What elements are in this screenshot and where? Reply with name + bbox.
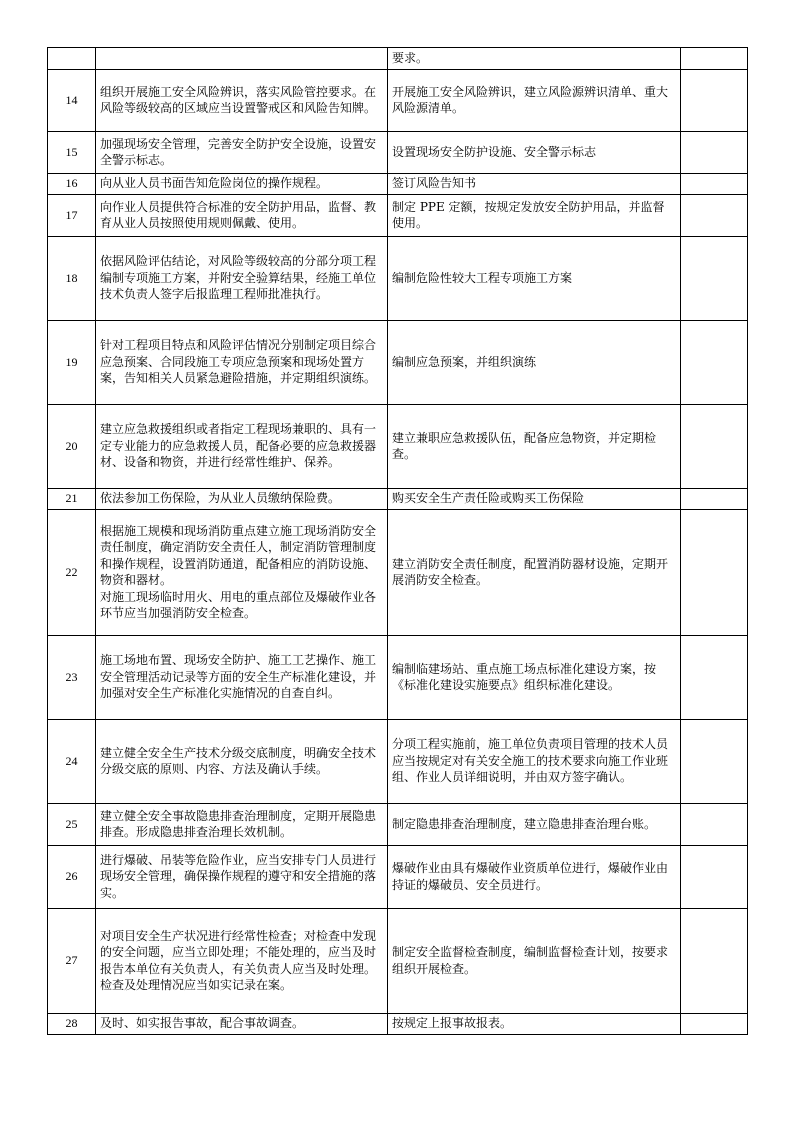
table-row [48,720,748,804]
measure-cell: 编制临建场站、重点施工场点标准化建设方案，按《标准化建设实施要点》组织标准化建设。 [388,636,681,720]
table-row [48,70,748,132]
measure-cell: 制定 PPE 定额，按规定发放安全防护用品，并监督使用。 [388,195,681,237]
measure-cell: 建立兼职应急救援队伍，配备应急物资，并定期检查。 [388,405,681,489]
requirement-cell: 组织开展施工安全风险辨识，落实风险管控要求。在风险等级较高的区域应当设置警戒区和风险告知牌。 [96,70,388,132]
row-number: 26 [48,846,96,909]
measure-cell: 设置现场安全防护设施、安全警示标志 [388,132,681,174]
table-row [48,405,748,489]
measure-cell: 制定隐患排查治理制度，建立隐患排查治理台账。 [388,804,681,846]
table-row [48,846,748,909]
requirement-cell: 及时、如实报告事故，配合事故调查。 [96,1014,388,1035]
row-number: 18 [48,237,96,321]
row-number: 23 [48,636,96,720]
requirement-cell: 加强现场安全管理，完善安全防护安全设施，设置安全警示标志。 [96,132,388,174]
requirement-cell: 针对工程项目特点和风险评估情况分别制定项目综合应急预案、合同段施工专项应急预案和现场处置方案，告知相关人员紧急避险措施，并定期组织演练。 [96,321,388,405]
empty-cell [681,48,748,70]
table-row [48,804,748,846]
empty-cell [681,174,748,195]
table-row [48,1014,748,1035]
requirement-paragraph: 根据施工规模和现场消防重点建立施工现场消防安全责任制度，确定消防安全责任人，制定消防管理制度和操作规程，设置消防通道，配备相应的消防设施、物资和器材。 [100,523,377,587]
row-number: 22 [48,510,96,636]
requirement-cell: 对项目安全生产状况进行经常性检查；对检查中发现的安全问题，应当立即处理；不能处理的，应当及时报告本单位有关负责人，有关负责人应当及时处理。检查及处理情况应当如实记录在案。 [96,909,388,1014]
table-row [48,909,748,1014]
measure-cell: 分项工程实施前，施工单位负责项目管理的技术人员应当按规定对有关安全施工的技术要求向施工作业班组、作业人员详细说明，并由双方签字确认。 [388,720,681,804]
row-number: 16 [48,174,96,195]
table-row [48,489,748,510]
row-number [48,48,96,70]
measure-cell: 爆破作业由具有爆破作业资质单位进行，爆破作业由持证的爆破员、安全员进行。 [388,846,681,909]
empty-cell [681,909,748,1014]
measure-cell: 制定安全监督检查制度，编制监督检查计划，按要求组织开展检查。 [388,909,681,1014]
row-number: 28 [48,1014,96,1035]
table-row [48,321,748,405]
measure-cell: 编制应急预案，并组织演练 [388,321,681,405]
measure-cell: 开展施工安全风险辨识，建立风险源辨识清单、重大风险源清单。 [388,70,681,132]
measure-cell: 要求。 [388,48,681,70]
measure-cell: 按规定上报事故报表。 [388,1014,681,1035]
empty-cell [681,321,748,405]
requirement-paragraph: 对施工现场临时用火、用电的重点部位及爆破作业各环节应当加强消防安全检查。 [100,589,377,620]
row-number: 25 [48,804,96,846]
table-row [48,48,748,70]
requirement-cell: 建立应急救援组织或者指定工程现场兼职的、具有一定专业能力的应急救援人员，配备必要的应急救援器材、设备和物资，并进行经常性维护、保养。 [96,405,388,489]
row-number: 20 [48,405,96,489]
row-number: 27 [48,909,96,1014]
row-number: 24 [48,720,96,804]
empty-cell [681,405,748,489]
measure-cell: 签订风险告知书 [388,174,681,195]
measure-cell: 编制危险性较大工程专项施工方案 [388,237,681,321]
empty-cell [681,70,748,132]
empty-cell [681,720,748,804]
empty-cell [681,804,748,846]
table-row [48,510,748,636]
row-number: 15 [48,132,96,174]
row-number: 19 [48,321,96,405]
empty-cell [681,132,748,174]
empty-cell [681,846,748,909]
empty-cell [681,195,748,237]
empty-cell [681,237,748,321]
requirement-cell: 进行爆破、吊装等危险作业，应当安排专门人员进行现场安全管理，确保操作规程的遵守和安全措施的落实。 [96,846,388,909]
requirement-cell: 向作业人员提供符合标准的安全防护用品，监督、教育从业人员按照使用规则佩戴、使用。 [96,195,388,237]
requirement-cell [96,48,388,70]
requirement-cell: 建立健全安全生产技术分级交底制度，明确安全技术分级交底的原则、内容、方法及确认手续。 [96,720,388,804]
requirement-cell [96,510,388,636]
table-row [48,174,748,195]
safety-requirements-table [47,47,748,1035]
table-row [48,237,748,321]
empty-cell [681,489,748,510]
measure-cell: 建立消防安全责任制度，配置消防器材设施，定期开展消防安全检查。 [388,510,681,636]
requirement-cell: 向从业人员书面告知危险岗位的操作规程。 [96,174,388,195]
table-row [48,132,748,174]
requirement-cell: 建立健全安全事故隐患排查治理制度，定期开展隐患排查。形成隐患排查治理长效机制。 [96,804,388,846]
requirement-cell: 施工场地布置、现场安全防护、施工工艺操作、施工安全管理活动记录等方面的安全生产标准化建设，并加强对安全生产标准化实施情况的自查自纠。 [96,636,388,720]
empty-cell [681,1014,748,1035]
row-number: 14 [48,70,96,132]
table-row [48,636,748,720]
measure-cell: 购买安全生产责任险或购买工伤保险 [388,489,681,510]
requirement-cell: 依据风险评估结论，对风险等级较高的分部分项工程编制专项施工方案，并附安全验算结果，经施工单位技术负责人签字后报监理工程师批准执行。 [96,237,388,321]
empty-cell [681,510,748,636]
table-row [48,195,748,237]
row-number: 17 [48,195,96,237]
row-number: 21 [48,489,96,510]
empty-cell [681,636,748,720]
requirement-cell: 依法参加工伤保险，为从业人员缴纳保险费。 [96,489,388,510]
